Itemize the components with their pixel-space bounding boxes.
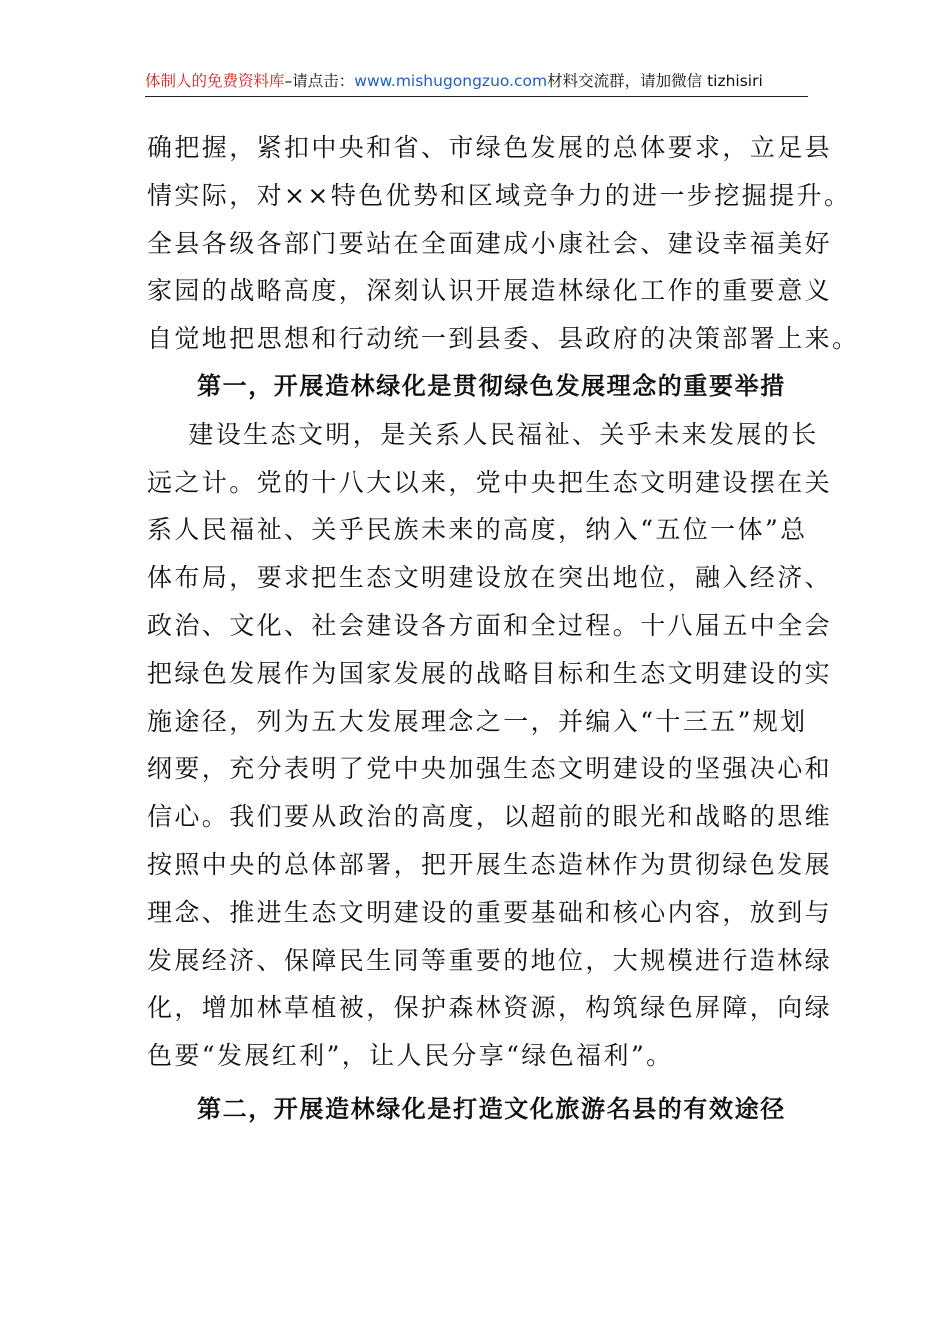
- intro-line: 确把握，紧扣中央和省、市绿色发展的总体要求，立足县: [147, 133, 833, 162]
- paragraph-1-line: 政治、文化、社会建设各方面和全过程。十八届五中全会: [147, 610, 833, 640]
- paragraph-1-line: 建设生态文明，是关系人民福祉、关乎未来发展的长: [147, 419, 819, 449]
- paragraph-1-line: 远之计。党的十八大以来，党中央把生态文明建设摆在关: [147, 467, 833, 497]
- header-separator: –请点击：: [284, 72, 355, 90]
- paragraph-1-line: 施途径，列为五大发展理念之一，并编入“十三五”规划: [147, 706, 808, 736]
- paragraph-1-line: 系人民福祉、关乎民族未来的高度，纳入“五位一体”总: [147, 515, 808, 545]
- intro-line: 自觉地把思想和行动统一到县委、县政府的决策部署上来。: [147, 324, 860, 354]
- paragraph-1-line: 色要“发展红利”，让人民分享“绿色福利”。: [147, 1041, 674, 1071]
- paragraph-1-line: 按照中央的总体部署，把开展生态造林作为贯彻绿色发展: [147, 849, 833, 879]
- paragraph-1-line: 体布局，要求把生态文明建设放在突出地位，融入经济、: [147, 563, 833, 593]
- header-contact: 材料交流群，请加微信 tizhisiri: [547, 72, 763, 90]
- paragraph-1-line: 信心。我们要从政治的高度，以超前的眼光和战略的思维: [147, 802, 833, 832]
- intro-line: 家园的战略高度，深刻认识开展造林绿化工作的重要意义: [147, 276, 833, 306]
- header-brand: 体制人的免费资料库: [145, 72, 285, 90]
- paragraph-1-line: 发展经济、保障民生同等重要的地位，大规模进行造林绿: [147, 945, 833, 975]
- intro-line: 情实际，对××特色优势和区域竞争力的进一步挖掘提升。: [147, 180, 852, 210]
- paragraph-1-line: 纲要，充分表明了党中央加强生态文明建设的坚强决心和: [147, 754, 833, 784]
- paragraph-1-line: 理念、推进生态文明建设的重要基础和核心内容，放到与: [147, 897, 833, 927]
- paragraph-1-line: 把绿色发展作为国家发展的战略目标和生态文明建设的实: [147, 658, 833, 688]
- section-heading-2: 第二，开展造林绿化是打造文化旅游名县的有效途径: [197, 1094, 786, 1123]
- page-header: [145, 68, 808, 97]
- header-url-link[interactable]: www.mishugongzuo.com: [354, 72, 548, 90]
- document-body: [147, 124, 860, 1134]
- intro-line: 全县各级各部门要站在全面建成小康社会、建设幸福美好: [147, 228, 833, 258]
- paragraph-1-line: 化，增加林草植被，保护森林资源，构筑绿色屏障，向绿: [147, 993, 833, 1023]
- section-heading-1: 第一，开展造林绿化是贯彻绿色发展理念的重要举措: [197, 371, 786, 400]
